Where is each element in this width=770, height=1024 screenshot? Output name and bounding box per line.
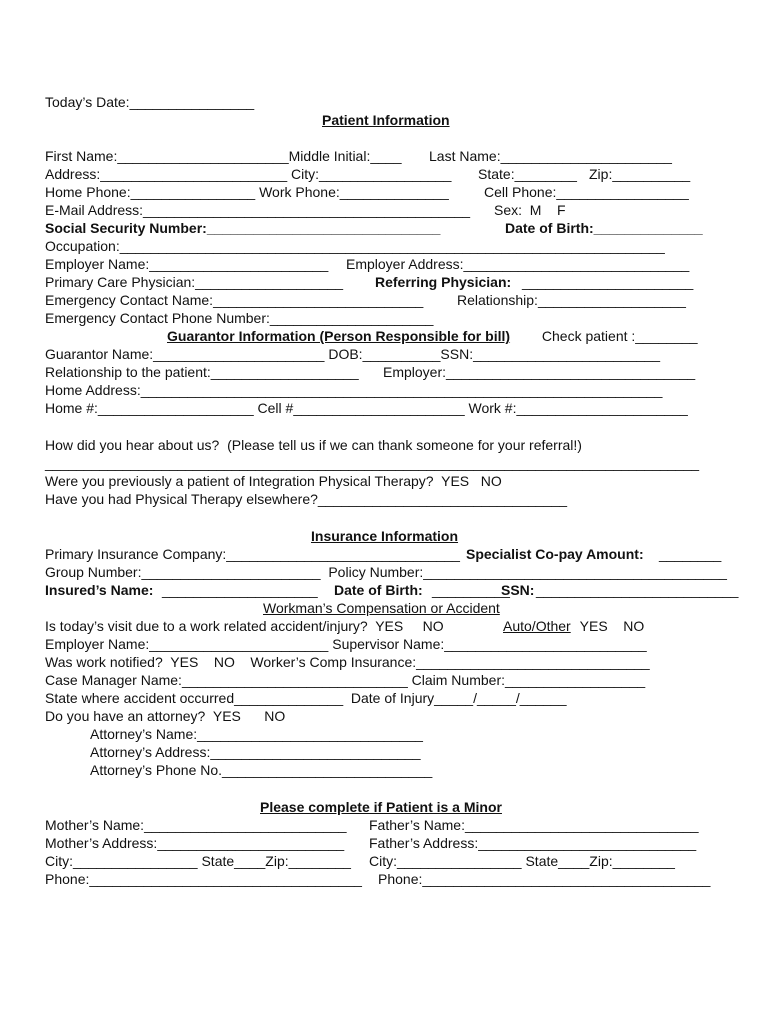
occupation-row (45, 237, 665, 255)
parent-name-row (45, 816, 699, 834)
father-name-field[interactable]: Father’s Name:______________________________ (369, 817, 699, 833)
guarantor-relationship-row (45, 363, 696, 381)
todays-date-row (45, 93, 255, 111)
guarantor-phones-row (45, 399, 688, 417)
referral-answer-row (45, 454, 700, 472)
attorney-address-field[interactable]: Attorney’s Address:___________________________ (90, 744, 421, 760)
group-number-row (45, 563, 727, 581)
cell-phone-field[interactable]: Cell Phone:_________________ (484, 184, 689, 200)
attorney-row (45, 707, 286, 725)
physician-row (45, 273, 694, 291)
emergency-contact-field[interactable]: Emergency Contact Name:___________________________ (45, 292, 424, 308)
email-field[interactable]: E-Mail Address:__________________________________________ (45, 202, 471, 218)
referral-question-row (45, 436, 582, 454)
mother-name-field[interactable]: Mother’s Name:__________________________ (45, 817, 347, 833)
attorney-phone-row (45, 761, 433, 779)
work-notified-row (45, 653, 650, 671)
auto-other-options[interactable]: YES NO (576, 618, 645, 634)
referral-answer-field[interactable]: ____________________________________________________________________________________ (45, 455, 700, 471)
mother-phone-field[interactable]: Phone:___________________________________ (45, 871, 362, 887)
minor-heading-row (45, 798, 502, 816)
relationship-field[interactable]: Relationship:___________________ (457, 292, 686, 308)
referring-physician-label: Referring Physician: (375, 274, 512, 290)
phone-row (45, 183, 689, 201)
email-row (45, 201, 566, 219)
guarantor-address-field[interactable]: Home Address:___________________________________________________________________ (45, 382, 663, 398)
address-row (45, 165, 691, 183)
father-phone-field[interactable]: Phone:_____________________________________ (378, 871, 711, 887)
father-address-field[interactable]: Father’s Address:____________________________ (369, 835, 697, 851)
wc-employer-row (45, 635, 647, 653)
occupation-field[interactable]: Occupation:______________________________________________________________________ (45, 238, 665, 254)
attorney-name-row (45, 725, 423, 743)
insurance-heading-row (45, 527, 459, 545)
sex-field[interactable]: Sex: M F (494, 202, 566, 218)
zip-field[interactable]: Zip:__________ (589, 166, 691, 182)
patient-info-heading-row (45, 111, 450, 129)
employer-address-field[interactable]: Employer Address:_____________________________ (346, 256, 690, 272)
first-name-field[interactable]: First Name:______________________Middle Initial:____ (45, 148, 402, 164)
parent-address-row (45, 834, 697, 852)
guarantor-heading-row (45, 327, 698, 345)
insured-ssn-field[interactable]: __________________________ (536, 582, 739, 598)
primary-insurance-row (45, 545, 722, 563)
accident-state-field[interactable]: State where accident occurred______________ Date of Injury_____/_____/______ (45, 690, 567, 706)
emergency-phone-row (45, 309, 434, 327)
patient-info-heading: Patient Information (322, 112, 450, 128)
guarantor-relationship-field[interactable]: Relationship to the patient:___________________ (45, 364, 359, 380)
case-manager-field[interactable]: Case Manager Name:_____________________________ Claim Number:__________________ (45, 672, 646, 688)
ssn-row (45, 219, 703, 237)
case-manager-row (45, 671, 646, 689)
employer-name-field[interactable]: Employer Name:_______________________ (45, 256, 329, 272)
primary-insurance-field[interactable]: Primary Insurance Company:______________________________ (45, 546, 460, 562)
emergency-phone-field[interactable]: Emergency Contact Phone Number:_____________________ (45, 310, 434, 326)
referring-physician-field[interactable]: ______________________ (522, 274, 694, 290)
accident-state-row (45, 689, 567, 707)
insured-dob-field[interactable]: __________ (432, 582, 510, 598)
parent-phone-row (45, 870, 711, 888)
guarantor-heading: Guarantor Information (Person Responsible for bill) (167, 328, 511, 344)
referral-question: How did you hear about us? (Please tell us if we can thank someone for your referral!) (45, 437, 582, 453)
pt-elsewhere-row (45, 490, 568, 508)
previous-patient-question[interactable]: Were you previously a patient of Integration Physical Therapy? YES NO (45, 473, 502, 489)
insured-ssn-label: SSN: (501, 582, 535, 598)
insured-dob-label: Date of Birth: (334, 582, 423, 598)
check-patient-field[interactable]: Check patient :________ (538, 328, 698, 344)
address-field[interactable]: Address:________________________ City:_________________ (45, 166, 452, 182)
work-related-question[interactable]: Is today’s visit due to a work related accident/injury? YES NO (45, 618, 444, 634)
father-city-field[interactable]: City:________________ State____Zip:________ (369, 853, 675, 869)
last-name-field[interactable]: Last Name:______________________ (429, 148, 672, 164)
insured-name-field[interactable]: ____________________ (162, 582, 318, 598)
pcp-field[interactable]: Primary Care Physician:___________________ (45, 274, 344, 290)
pt-elsewhere-field[interactable]: Have you had Physical Therapy elsewhere?________________________________ (45, 491, 568, 507)
mother-city-field[interactable]: City:________________ State____Zip:________ (45, 853, 351, 869)
guarantor-employer-field[interactable]: Employer:________________________________ (383, 364, 696, 380)
work-notified-field[interactable]: Was work notified? YES NO Worker’s Comp Insurance:______________________________ (45, 654, 650, 670)
copay-label: Specialist Co-pay Amount: (466, 546, 644, 562)
emergency-row (45, 291, 686, 309)
attorney-phone-field[interactable]: Attorney’s Phone No.___________________________ (90, 762, 433, 778)
attorney-question[interactable]: Do you have an attorney? YES NO (45, 708, 286, 724)
guarantor-name-row (45, 345, 660, 363)
ssn-field[interactable]: Social Security Number:______________________________ (45, 220, 441, 236)
guarantor-name-field[interactable]: Guarantor Name:______________________ DOB:__________SSN:________________________ (45, 346, 660, 362)
mother-address-field[interactable]: Mother’s Address:________________________ (45, 835, 345, 851)
name-row (45, 147, 672, 165)
auto-other-label: Auto/Other (503, 618, 571, 634)
previous-patient-row (45, 472, 502, 490)
workmans-comp-heading-row (45, 599, 500, 617)
attorney-name-field[interactable]: Attorney’s Name:_____________________________ (90, 726, 423, 742)
wc-employer-field[interactable]: Employer Name:_______________________ Supervisor Name:__________________________ (45, 636, 647, 652)
minor-heading: Please complete if Patient is a Minor (260, 799, 502, 815)
state-field[interactable]: State:________ (478, 166, 577, 182)
insured-row (45, 581, 739, 599)
group-policy-field[interactable]: Group Number:_______________________ Policy Number:_______________________________________ (45, 564, 727, 580)
home-work-phone-field[interactable]: Home Phone:________________ Work Phone:______________ (45, 184, 449, 200)
guarantor-phones-field[interactable]: Home #:____________________ Cell #______________________ Work #:______________________ (45, 400, 688, 416)
todays-date-field[interactable]: Today’s Date:________________ (45, 94, 255, 110)
guarantor-address-row (45, 381, 663, 399)
insured-name-label: Insured’s Name: (45, 582, 154, 598)
parent-city-row (45, 852, 675, 870)
employer-row (45, 255, 690, 273)
copay-field[interactable]: ________ (659, 546, 722, 562)
work-related-row (45, 617, 645, 635)
dob-field[interactable]: Date of Birth:______________ (505, 220, 703, 236)
workmans-comp-heading: Workman’s Compensation or Accident (263, 600, 500, 616)
attorney-address-row (45, 743, 421, 761)
insurance-heading: Insurance Information (311, 528, 459, 544)
